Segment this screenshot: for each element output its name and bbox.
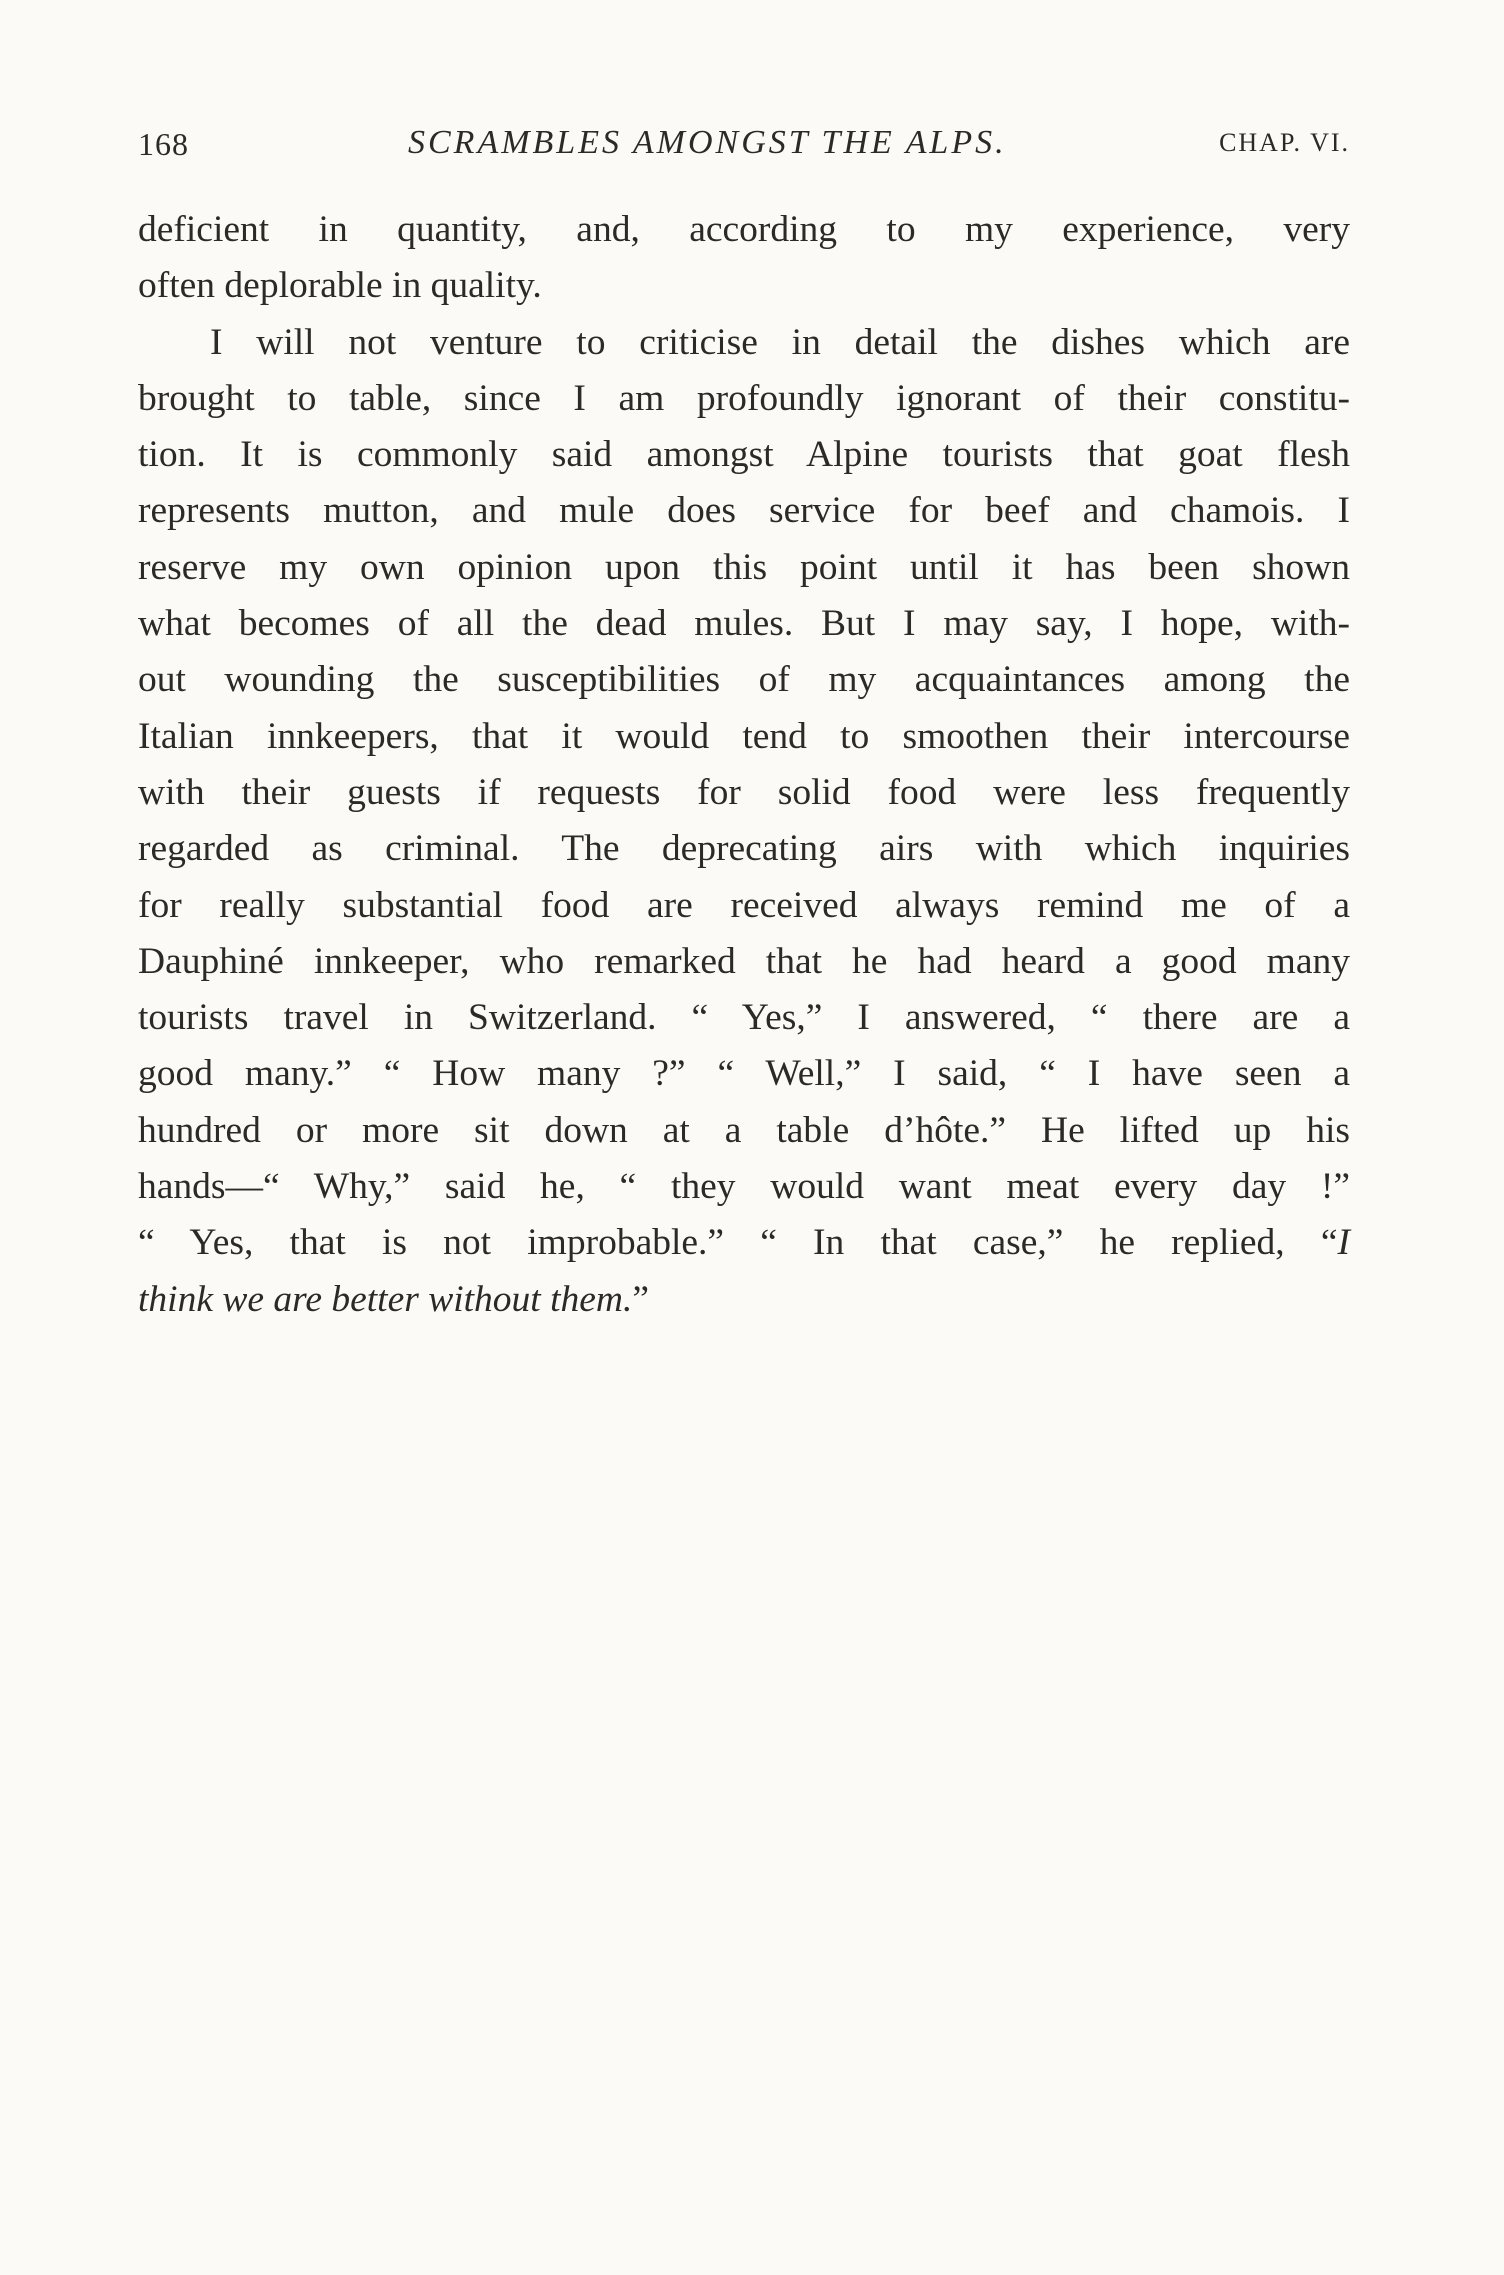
text-line: tourists travel in Switzerland. “ Yes,” I answered, “ there are a — [138, 997, 1350, 1039]
text-line: hundred or more sit down at a table d’hôte.” He lifted up his — [138, 1109, 1350, 1151]
page-number: 168 — [138, 126, 189, 162]
text-line: tion. It is commonly said amongst Alpine tourists that goat flesh — [138, 434, 1350, 476]
text-line: Italian innkeepers, that it would tend to smoothen their intercourse — [138, 715, 1350, 757]
chapter-mark: CHAP. VI. — [1219, 128, 1350, 157]
text-line: often deplorable in quality. — [138, 265, 542, 307]
text-line: I will not venture to criticise in detail the dishes which are — [210, 321, 1350, 363]
running-title: SCRAMBLES AMONGST THE ALPS. — [408, 124, 1007, 161]
text-line-with-italic — [138, 1215, 1350, 1271]
text-line: reserve my own opinion upon this point until it has been shown — [138, 546, 1350, 588]
text-line: for really substantial food are received always remind me of a — [138, 884, 1350, 926]
text-line: represents mutton, and mule does service for beef and chamois. I — [138, 490, 1350, 532]
italic-text: think we are better without them. — [138, 1278, 633, 1320]
text-line: Dauphiné innkeeper, who remarked that he had heard a good many — [138, 940, 1350, 982]
italic-text: I — [1337, 1222, 1350, 1264]
running-head — [138, 118, 1350, 168]
final-line — [138, 1272, 1350, 1328]
text-line: what becomes of all the dead mules. But I may say, I hope, with- — [138, 603, 1350, 645]
text-line: with their guests if requests for solid food were less frequently — [138, 771, 1350, 813]
text-line: good many.” “ How many ?” “ Well,” I said, “ I have seen a — [138, 1053, 1350, 1095]
text-segment: “ Yes, that is not improbable.” “ In that case,” he replied, “ — [138, 1222, 1338, 1264]
text-line: out wounding the susceptibilities of my acquaintances among the — [138, 659, 1350, 701]
text-line: hands—“ Why,” said he, “ they would want meat every day !” — [138, 1166, 1350, 1208]
body-text — [138, 202, 1350, 1328]
text-line: regarded as criminal. The deprecating airs with which inquiries — [138, 828, 1350, 870]
closing-quote: ” — [632, 1278, 650, 1320]
text-line: deficient in quantity, and, according to my experience, very — [138, 209, 1350, 250]
text-line: brought to table, since I am profoundly ignorant of their constitu- — [138, 377, 1350, 419]
